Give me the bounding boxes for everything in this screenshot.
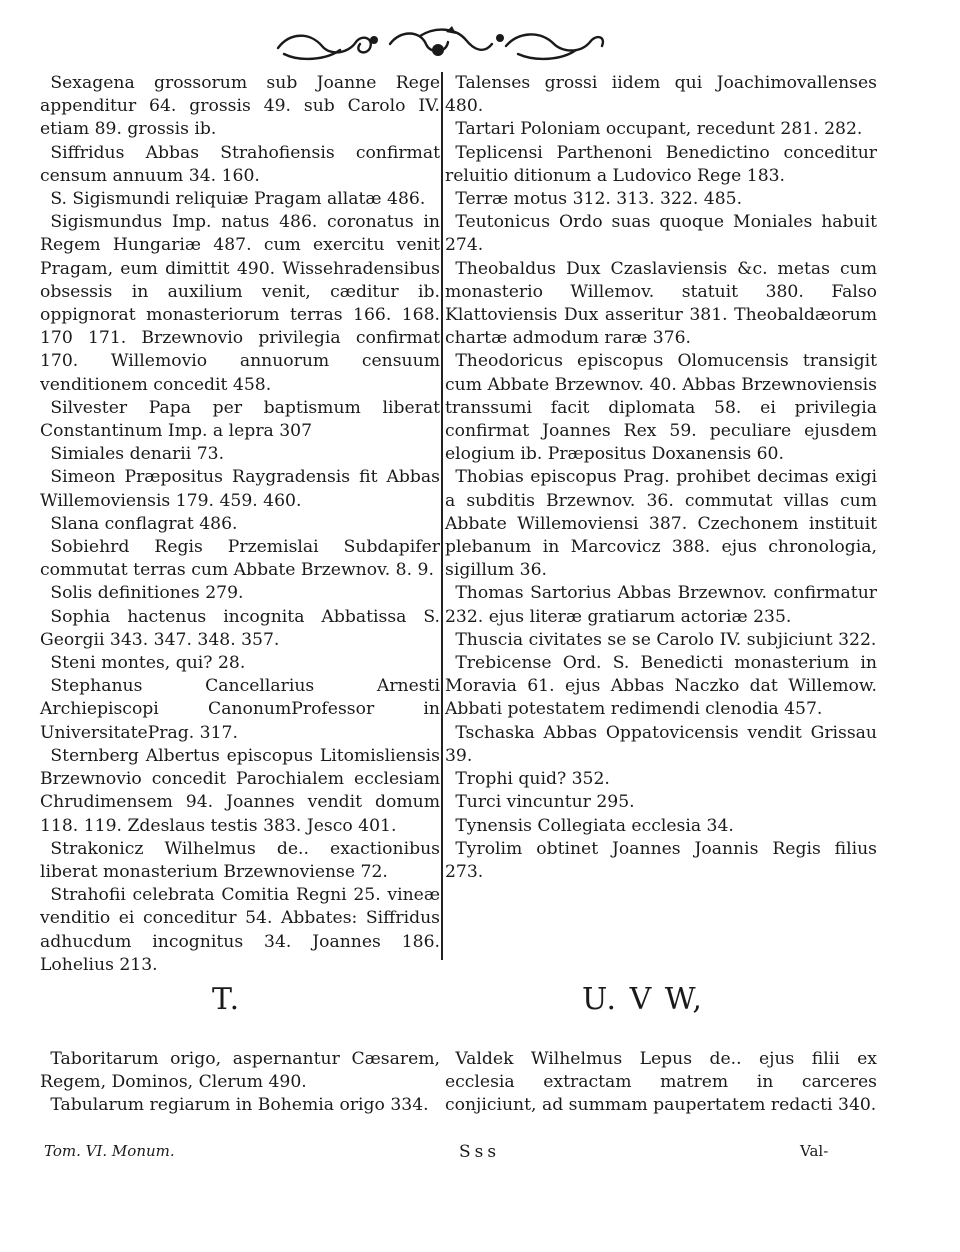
index-entry: Trebicense Ord. S. Benedicti monasterium in Moravia 61. ejus Abbas Naczko dat Willemow. Abbati potestatem redimendi clenodia 457. xyxy=(445,653,877,720)
index-entry: Tyrolim obtinet Joannes Joannis Regis filius 273. xyxy=(445,838,877,882)
left-bottom-list xyxy=(40,1048,440,1118)
index-entry: Theobaldus Dux Czaslaviensis &c. metas cum monasterio Willemov. statuit 380. Falso Klattoviensis Dux asseritur 381. Theobaldæorum chartæ admodum raræ 376. xyxy=(445,258,877,349)
index-entry: Simiales denarii 73. xyxy=(50,444,225,465)
section-heading-uvw: U. V W, xyxy=(582,982,704,1017)
index-entry: Sophia hactenus incognita Abbatissa S. Georgii 343. 347. 348. 357. xyxy=(40,606,440,650)
index-entry: Silvester Papa per baptismum liberat Constantinum Imp. a lepra 307 xyxy=(40,397,440,442)
index-entry: Simeon Præpositus Raygradensis fit Abbas Willemoviensis 179. 459. 460. xyxy=(40,467,440,511)
right-column-bottom xyxy=(445,1048,877,1118)
signature-mark: Tom. VI. Monum. xyxy=(44,1142,175,1160)
section-heading-t: T. xyxy=(212,982,242,1017)
floral-ornament-icon xyxy=(270,24,610,66)
index-entry: Teutonicus Ordo suas quoque Moniales habuit 274. xyxy=(445,212,877,256)
index-entry: Slana conflagrat 486. xyxy=(50,513,238,534)
index-entry: Thuscia civitates se se Carolo IV. subjiciunt 322. xyxy=(455,629,877,650)
index-entry: Talenses grossi iidem qui Joachimovallenses 480. xyxy=(445,73,877,117)
index-entry: Sobiehrd Regis Przemislai Subdapifer commutat terras cum Abbate Brzewnov. 8. 9. xyxy=(40,537,440,581)
index-entry: Thomas Sartorius Abbas Brzewnov. confirmatur 232. ejus literæ gratiarum actoriæ 235. xyxy=(445,583,877,627)
index-entry: Strahofii celebrata Comitia Regni 25. vineæ venditio ei conceditur 54. Abbates: Siffridus adhucdum incognitus 34. Joannes 186. Lohelius 213. xyxy=(40,885,440,975)
catchword: Val- xyxy=(800,1142,829,1160)
right-bottom-list xyxy=(445,1048,877,1118)
index-entry: Strakonicz Wilhelmus de.. exactionibus liberat monasterium Brzewnoviense 72. xyxy=(40,838,440,882)
index-entry: Teplicensi Parthenoni Benedictino conceditur reluitio ditionum a Ludovico Rege 183. xyxy=(445,142,877,186)
index-entry: S. Sigismundi reliquiæ Pragam allatæ 486. xyxy=(50,189,426,210)
index-entry: Theodoricus episcopus Olomucensis transigit cum Abbate Brzewnov. 40. Abbas Brzewnoviensis transsumi facit diplomata 58. ei privilegia confirmat Joannes Rex 59. peculiare ejusdem elogium ib. Præpositus Doxanensis 60. xyxy=(445,351,877,465)
index-entry: Terræ motus 312. 313. 322. 485. xyxy=(455,189,743,210)
index-entry: Steni montes, qui? 28. xyxy=(50,653,246,674)
right-entry-list xyxy=(445,72,877,884)
index-entry: Stephanus Cancellarius Arnesti Archiepiscopi CanonumProfessor in UniversitatePrag. 317. xyxy=(40,676,440,743)
left-column-bottom xyxy=(40,1048,440,1118)
index-entry: Thobias episcopus Prag. prohibet decimas exigi a subditis Brzewnov. 36. commutat villas cum Abbate Willemoviensi 387. Czechonem instituit plebanum in Marcovicz 388. ejus chronologia, sigillum 36. xyxy=(445,467,877,581)
right-column xyxy=(445,72,877,884)
index-entry: Valdek Wilhelmus Lepus de.. ejus filii ex ecclesia extractam matrem in carceres conjiciunt, ad summam paupertatem redacti 340. xyxy=(445,1049,877,1116)
index-entry: Tabularum regiarum in Bohemia origo 334. xyxy=(50,1095,429,1116)
gathering-signature: Sss xyxy=(459,1142,501,1162)
index-entry: Sigismundus Imp. natus 486. coronatus in Regem Hungariæ 487. cum exercitu venit Pragam, eum dimittit 490. Wissehradensibus obsessis in auxilium venit, cæditur ib. oppignorat monasteriorum terras 166. 168. 170 171. Brzewnovio privilegia confirmat 170. Willemovio annuorum censuum venditionem concedit 458. xyxy=(40,212,440,395)
index-entry: Tartari Poloniam occupant, recedunt 281. 282. xyxy=(455,119,863,140)
left-column xyxy=(40,72,440,977)
left-entry-list xyxy=(40,72,440,977)
index-entry: Sexagena grossorum sub Joanne Rege appenditur 64. grossis 49. sub Carolo IV. etiam 89. grossis ib. xyxy=(40,73,440,140)
index-entry: Tschaska Abbas Oppatovicensis vendit Grissau 39. xyxy=(445,722,877,766)
index-entry: Trophi quid? 352. xyxy=(455,769,610,790)
index-entry: Tynensis Collegiata ecclesia 34. xyxy=(455,815,734,836)
index-entry: Turci vincuntur 295. xyxy=(455,792,635,813)
column-divider xyxy=(441,72,443,960)
index-entry: Sternberg Albertus episcopus Litomisliensis Brzewnovio concedit Parochialem ecclesiam Chrudimensem 94. Joannes vendit domum 118. 119. Zdeslaus testis 383. Jesco 401. xyxy=(40,745,440,836)
index-entry: Siffridus Abbas Strahofiensis confirmat censum annuum 34. 160. xyxy=(40,142,440,186)
index-entry: Taboritarum origo, aspernantur Cæsarem, Regem, Dominos, Clerum 490. xyxy=(40,1049,440,1093)
index-entry: Solis definitiones 279. xyxy=(50,583,244,604)
